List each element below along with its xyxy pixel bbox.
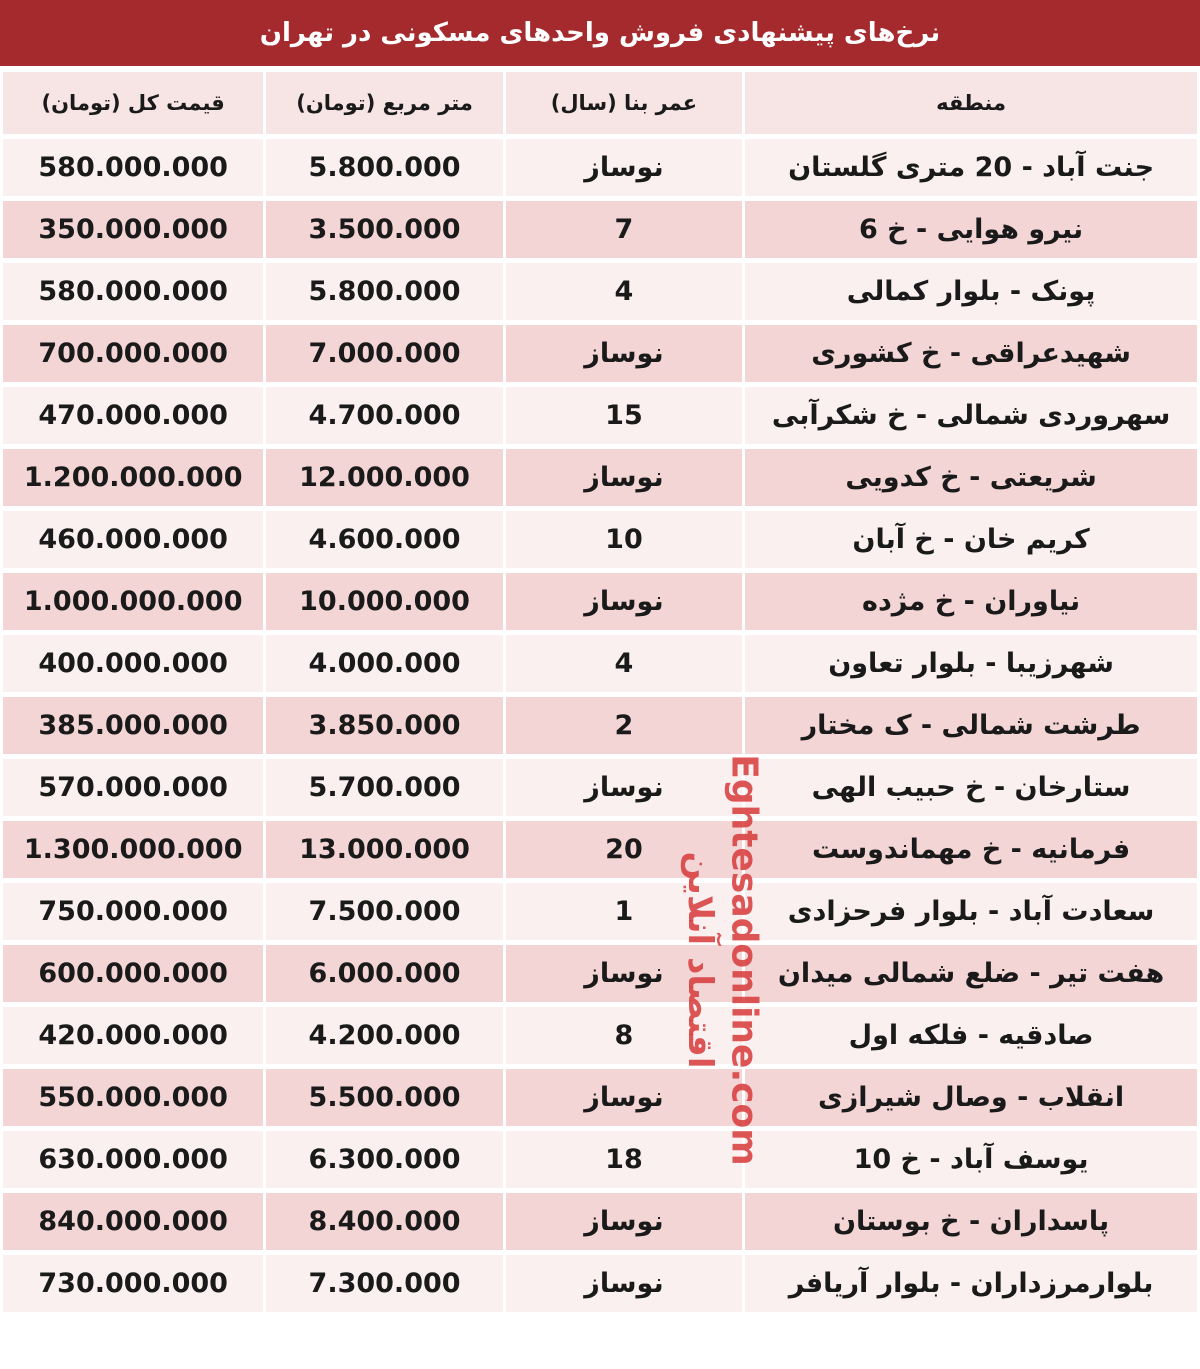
table-row: [2, 695, 1199, 757]
cell-region: جنت آباد - 20 متری گلستان: [744, 137, 1199, 199]
cell-price-per-meter: 3.500.000: [265, 199, 504, 261]
cell-total-price: 570.000.000: [2, 757, 265, 819]
cell-total-price: 1.300.000.000: [2, 819, 265, 881]
header-building-age: عمر بنا (سال): [504, 72, 743, 137]
cell-building-age: 2: [504, 695, 743, 757]
cell-building-age: نوساز: [504, 1191, 743, 1253]
cell-total-price: 700.000.000: [2, 323, 265, 385]
cell-price-per-meter: 13.000.000: [265, 819, 504, 881]
table-row: [2, 1067, 1199, 1129]
cell-price-per-meter: 4.200.000: [265, 1005, 504, 1067]
cell-region: صادقیه - فلکه اول: [744, 1005, 1199, 1067]
cell-total-price: 600.000.000: [2, 943, 265, 1005]
cell-price-per-meter: 3.850.000: [265, 695, 504, 757]
cell-price-per-meter: 7.000.000: [265, 323, 504, 385]
cell-region: فرمانیه - خ مهماندوست: [744, 819, 1199, 881]
cell-price-per-meter: 6.300.000: [265, 1129, 504, 1191]
cell-building-age: نوساز: [504, 447, 743, 509]
cell-price-per-meter: 12.000.000: [265, 447, 504, 509]
cell-price-per-meter: 5.500.000: [265, 1067, 504, 1129]
cell-building-age: 20: [504, 819, 743, 881]
header-total-price: قیمت کل (تومان): [2, 72, 265, 137]
cell-region: شهیدعراقی - خ کشوری: [744, 323, 1199, 385]
table-row: [2, 1191, 1199, 1253]
cell-building-age: نوساز: [504, 1067, 743, 1129]
cell-price-per-meter: 10.000.000: [265, 571, 504, 633]
table-row: [2, 819, 1199, 881]
cell-total-price: 420.000.000: [2, 1005, 265, 1067]
cell-region: شهرزیبا - بلوار تعاون: [744, 633, 1199, 695]
cell-total-price: 1.200.000.000: [2, 447, 265, 509]
cell-price-per-meter: 4.600.000: [265, 509, 504, 571]
cell-total-price: 350.000.000: [2, 199, 265, 261]
watermark-persian: اقتصاد آنلاین: [680, 851, 720, 1069]
table-row: [2, 757, 1199, 819]
cell-price-per-meter: 7.300.000: [265, 1253, 504, 1315]
table-title: [0, 0, 1200, 66]
cell-total-price: 630.000.000: [2, 1129, 265, 1191]
cell-building-age: 8: [504, 1005, 743, 1067]
table-row: [2, 261, 1199, 323]
cell-total-price: 460.000.000: [2, 509, 265, 571]
header-row: [2, 72, 1199, 137]
cell-region: طرشت شمالی - ک مختار: [744, 695, 1199, 757]
cell-price-per-meter: 4.000.000: [265, 633, 504, 695]
table-row: [2, 1005, 1199, 1067]
table-row: [2, 385, 1199, 447]
cell-region: پونک - بلوار کمالی: [744, 261, 1199, 323]
table-row: [2, 447, 1199, 509]
cell-total-price: 580.000.000: [2, 137, 265, 199]
header-price-per-meter: متر مربع (تومان): [265, 72, 504, 137]
cell-building-age: نوساز: [504, 1253, 743, 1315]
table-row: [2, 633, 1199, 695]
cell-building-age: 4: [504, 633, 743, 695]
table-row: [2, 571, 1199, 633]
cell-region: انقلاب - وصال شیرازی: [744, 1067, 1199, 1129]
cell-building-age: 10: [504, 509, 743, 571]
cell-price-per-meter: 7.500.000: [265, 881, 504, 943]
cell-price-per-meter: 5.800.000: [265, 137, 504, 199]
cell-building-age: 7: [504, 199, 743, 261]
cell-price-per-meter: 5.800.000: [265, 261, 504, 323]
cell-building-age: 18: [504, 1129, 743, 1191]
cell-region: هفت تیر - ضلع شمالی میدان: [744, 943, 1199, 1005]
cell-total-price: 385.000.000: [2, 695, 265, 757]
cell-region: پاسداران - خ بوستان: [744, 1191, 1199, 1253]
cell-total-price: 550.000.000: [2, 1067, 265, 1129]
table-row: [2, 137, 1199, 199]
cell-total-price: 470.000.000: [2, 385, 265, 447]
housing-price-table: [0, 72, 1200, 1317]
table-body: [2, 137, 1199, 1315]
header-region: منطقه: [744, 72, 1199, 137]
table-row: [2, 1253, 1199, 1315]
cell-region: بلوارمرزداران - بلوار آریافر: [744, 1253, 1199, 1315]
cell-region: ستارخان - خ حبیب الهی: [744, 757, 1199, 819]
cell-region: یوسف آباد - خ 10: [744, 1129, 1199, 1191]
table-row: [2, 943, 1199, 1005]
table-row: [2, 1129, 1199, 1191]
cell-region: کریم خان - خ آبان: [744, 509, 1199, 571]
cell-building-age: نوساز: [504, 943, 743, 1005]
cell-total-price: 1.000.000.000: [2, 571, 265, 633]
table-row: [2, 509, 1199, 571]
table-row: [2, 199, 1199, 261]
cell-price-per-meter: 4.700.000: [265, 385, 504, 447]
table-row: [2, 881, 1199, 943]
cell-building-age: نوساز: [504, 137, 743, 199]
cell-total-price: 750.000.000: [2, 881, 265, 943]
cell-building-age: 1: [504, 881, 743, 943]
cell-region: شریعتی - خ کدویی: [744, 447, 1199, 509]
table-title-text: نرخ‌های پیشنهادی فروش واحدهای مسکونی در تهران: [259, 18, 941, 48]
cell-building-age: 15: [504, 385, 743, 447]
cell-price-per-meter: 6.000.000: [265, 943, 504, 1005]
cell-building-age: نوساز: [504, 757, 743, 819]
watermark-latin: Eghtesadonline.com: [723, 754, 765, 1166]
cell-price-per-meter: 8.400.000: [265, 1191, 504, 1253]
cell-price-per-meter: 5.700.000: [265, 757, 504, 819]
cell-region: نیرو هوایی - خ 6: [744, 199, 1199, 261]
table-row: [2, 323, 1199, 385]
cell-total-price: 730.000.000: [2, 1253, 265, 1315]
cell-region: سهروردی شمالی - خ شکرآبی: [744, 385, 1199, 447]
cell-total-price: 580.000.000: [2, 261, 265, 323]
cell-total-price: 400.000.000: [2, 633, 265, 695]
cell-total-price: 840.000.000: [2, 1191, 265, 1253]
cell-building-age: نوساز: [504, 323, 743, 385]
cell-region: نیاوران - خ مژده: [744, 571, 1199, 633]
cell-building-age: 4: [504, 261, 743, 323]
cell-region: سعادت آباد - بلوار فرحزادی: [744, 881, 1199, 943]
cell-building-age: نوساز: [504, 571, 743, 633]
